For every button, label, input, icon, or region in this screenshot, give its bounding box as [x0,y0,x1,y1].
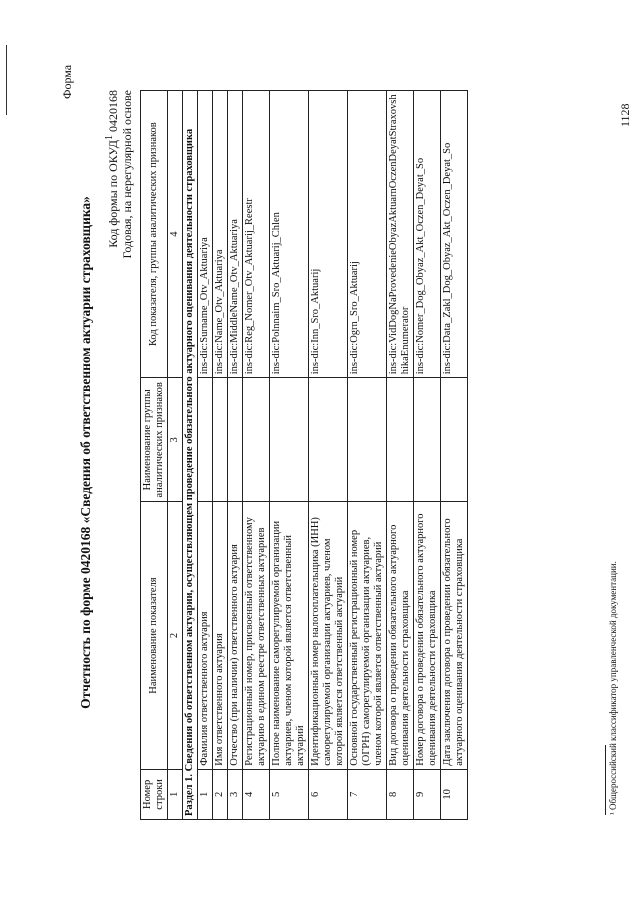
section-row [183,91,198,820]
row-name: Регистрационный номер, присвоенный ответственному актуарию в едином реестре ответственных актуариев [243,502,270,769]
row-code: ins-dic:Inn_Sro_Aktuarij [309,91,348,378]
row-code: ins-dic:Ogrn_Sro_Aktuarij [348,91,387,378]
table-row [309,91,348,820]
row-group [228,378,243,502]
row-number: 7 [348,769,387,819]
form-label: Форма [60,64,74,99]
page-title: Отчетность по форме 0420168 «Сведения об ответственном актуарии страховщика» [78,196,93,709]
table-row [243,91,270,820]
row-code: ins-dic:Reg_Nomer_Otv_Aktuarij_Reestr [243,91,270,378]
indicator-table [140,90,468,820]
row-number: 8 [387,769,414,819]
row-name: Дата заключения договора о проведении обязательного актуарного оценивания деятельности страховщика [441,502,468,769]
row-number: 4 [243,769,270,819]
column-number: 4 [168,91,183,378]
header-row [141,91,168,820]
row-code: ins-dic:Name_Otv_Aktuariya [213,91,228,378]
header-code: Код показателя, группы аналитических признаков [141,91,168,378]
row-group [213,378,228,502]
row-number: 9 [414,769,441,819]
row-name: Номер договора о проведении обязательного актуарного оценивания деятельности страховщика [414,502,441,769]
row-number: 1 [198,769,213,819]
footnote: ¹ Общероссийский классификатор управленческой документации. [608,561,618,815]
column-number: 1 [168,769,183,819]
row-name: Основной государственный регистрационный номер (ОГРН) саморегулируемой организации актуариев, членом которой является ответственный актуарий [348,502,387,769]
column-number-row [168,91,183,820]
table-row [228,91,243,820]
row-name: Идентификационный номер налогоплательщика (ИНН) саморегулируемой организации актуариев, членом которой является ответственный актуарий [309,502,348,769]
row-group [441,378,468,502]
row-name: Вид договора о проведении обязательного актуарного оценивания деятельности страховщика [387,502,414,769]
okud-footnote-mark: 1 [104,135,115,140]
okud-prefix: Код формы по ОКУД [106,140,120,248]
okud-value: 0420168 [106,90,120,132]
row-group [414,378,441,502]
row-group [309,378,348,502]
page-number: 1128 [618,103,632,127]
row-code: ins-dic:Nomer_Dog_Obyaz_Akt_Oczen_Deyat_So [414,91,441,378]
row-name: Фамилия ответственного актуария [198,502,213,769]
row-name: Отчество (при наличии) ответственного актуария [228,502,243,769]
row-code: ins-dic:Data_Zakl_Dog_Obyaz_Akt_Oczen_Deyat_So [441,91,468,378]
row-name: Имя ответственного актуария [213,502,228,769]
table-row [270,91,309,820]
row-code: ins-dic:Polnnaim_Sro_Aktuarij_Chlen [270,91,309,378]
section-title: Раздел 1. Сведения об ответственном актуарии, осуществляющем проведение обязательного актуарного оценивания деятельности страховщика [183,91,198,820]
header-group: Наименование группы аналитических признаков [141,378,168,502]
row-name: Полное наименование саморегулируемой организации актуариев, членом которой является ответственный актуарий [270,502,309,769]
column-number: 2 [168,502,183,769]
row-code: ins-dic:Surname_Otv_Aktuariya [198,91,213,378]
table-row [387,91,414,820]
row-group [348,378,387,502]
periodicity: Годовая, на нерегулярной основе [120,90,134,259]
row-group [243,378,270,502]
row-group [198,378,213,502]
header-number: Номер строки [141,769,168,819]
table-row [441,91,468,820]
row-code: ins-dic:VidDogNaProvedenieObyazAktuarnOczenDeyatStraxovshhikaEnumerator [387,91,414,378]
row-number: 2 [213,769,228,819]
table-row [414,91,441,820]
row-number: 6 [309,769,348,819]
row-number: 3 [228,769,243,819]
row-number: 5 [270,769,309,819]
column-number: 3 [168,378,183,502]
table-row [348,91,387,820]
row-number: 10 [441,769,468,819]
okud-code [104,90,121,390]
row-group [270,378,309,502]
footnote-divider [605,745,606,815]
row-group [387,378,414,502]
row-code: ins-dic:MiddleName_Otv_Aktuariya [228,91,243,378]
header-name: Наименование показателя [141,502,168,769]
table-row [213,91,228,820]
table-row [198,91,213,820]
